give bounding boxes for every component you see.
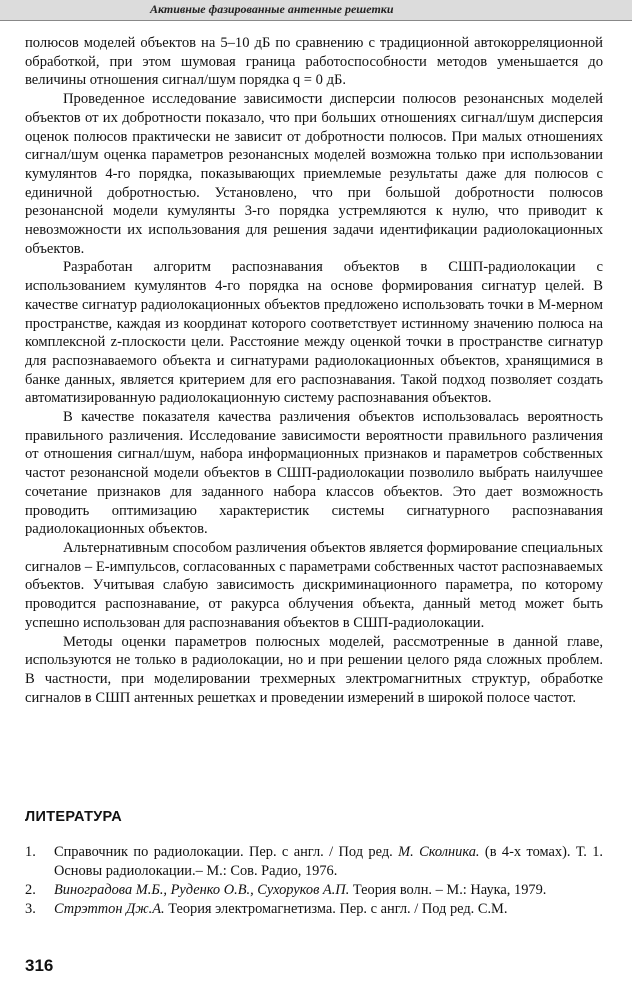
main-text xyxy=(25,34,603,707)
paragraph: В качестве показателя качества различения объектов использовалась вероятность правильного различения. Исследование зависимости вероятности правильного различения от отношения сигнал/шум, набора информационных признаков и параметров собственных частот резонансной модели объектов в СШП-радиолокации позволило выбрать наилучшее сочетание признаков для заданного набора классов объектов. Это дает возможность проводить оптимизацию характеристик системы сигнатурного распознавания радиолокационных объектов. xyxy=(25,409,603,538)
reference-editor: М. Сколника. xyxy=(398,844,480,860)
reference-number: 2. xyxy=(25,882,36,898)
running-header xyxy=(0,0,632,21)
page-number: 316 xyxy=(25,956,54,975)
reference-text: (в 4-х томах). Т. 1. Основы радиолокации.– М.: Сов. Радио, 1976. xyxy=(54,844,603,879)
reference-number: 1. xyxy=(25,844,36,860)
reference-authors: Стрэттон Дж.А. xyxy=(54,901,165,917)
reference-number: 3. xyxy=(25,901,36,917)
paragraph: Методы оценки параметров полюсных моделей, рассмотренные в данной главе, используются не только в радиолокации, но и при решении целого ряда сложных проблем. В частности, при моделировании трехмерных электромагнитных структур, обработке сигналов в СШП антенных решетках и проведении измерений в широкой полосе частот. xyxy=(25,633,603,706)
running-header-title: Активные фазированные антенные решетки xyxy=(150,2,394,16)
references-list xyxy=(25,843,603,919)
paragraph: Проведенное исследование зависимости дисперсии полюсов резонансных моделей объектов от их добротности показало, что при больших отношениях сигнал/шум дисперсия оценок полюсов практически не зависит от добротности полюсов. При малых отношениях сигнал/шум оценка параметров резонансных моделей возможна только при использовании кумулянтов 4-го порядка, показывающих приемлемые результаты даже для полюсов с единичной добротностью. Установлено, что при большой добротности полюсов резонансной модели кумулянты 3-го порядка устремляются к нулю, что приводит к невозможности их использования для решения задачи идентификации радиолокационных объектов. xyxy=(25,91,603,257)
reference-text: Теория волн. – М.: Наука, 1979. xyxy=(349,882,547,898)
paragraph: Альтернативным способом различения объектов является формирование специальных сигналов – E-импульсов, согласованных с параметрами собственных частот распознаваемых объектов. Учитывая слабую зависимость дискриминационного параметра, по которому проводится распознавание, от ракурса облучения объекта, данный метод может быть успешно использован для распознавания объектов в СШП-радиолокации. xyxy=(25,539,603,631)
reference-text: Теория электромагнетизма. Пер. с англ. / Под ред. С.М. xyxy=(164,901,508,917)
paragraph: полюсов моделей объектов на 5–10 дБ по сравнению с традиционной автокорреляционной обработкой, при этом шумовая граница работоспособности методов уменьшается до величины отношения сигнал/шум порядка q = 0 дБ. xyxy=(25,35,603,89)
paragraph: Разработан алгоритм распознавания объектов в СШП-радиолокации с использованием кумулянтов 4-го порядка на основе формирования сигнатур целей. В качестве сигнатур радиолокационных объектов предложено использовать точки в M-мерном пространстве, каждая из координат которого соответствует истинному значению полюса на комплексной z-плоскости цели. Расстояние между оценкой точки в пространстве сигнатур для распознаваемого объекта и сигнатурами радиолокационных объектов, хранящимися в банке данных, является критерием для его распознавания. Такой подход позволяет создать автоматизированную радиолокационную систему распознавания объектов. xyxy=(25,259,603,407)
reference-item xyxy=(25,881,603,900)
reference-text: Справочник по радиолокации. Пер. с англ. / Под ред. xyxy=(54,844,399,860)
reference-item xyxy=(25,900,603,919)
reference-authors: Виноградова М.Б., Руденко О.В., Сухоруков А.П. xyxy=(54,882,350,898)
reference-item xyxy=(25,843,603,881)
references-heading: ЛИТЕРАТУРА xyxy=(25,809,123,825)
